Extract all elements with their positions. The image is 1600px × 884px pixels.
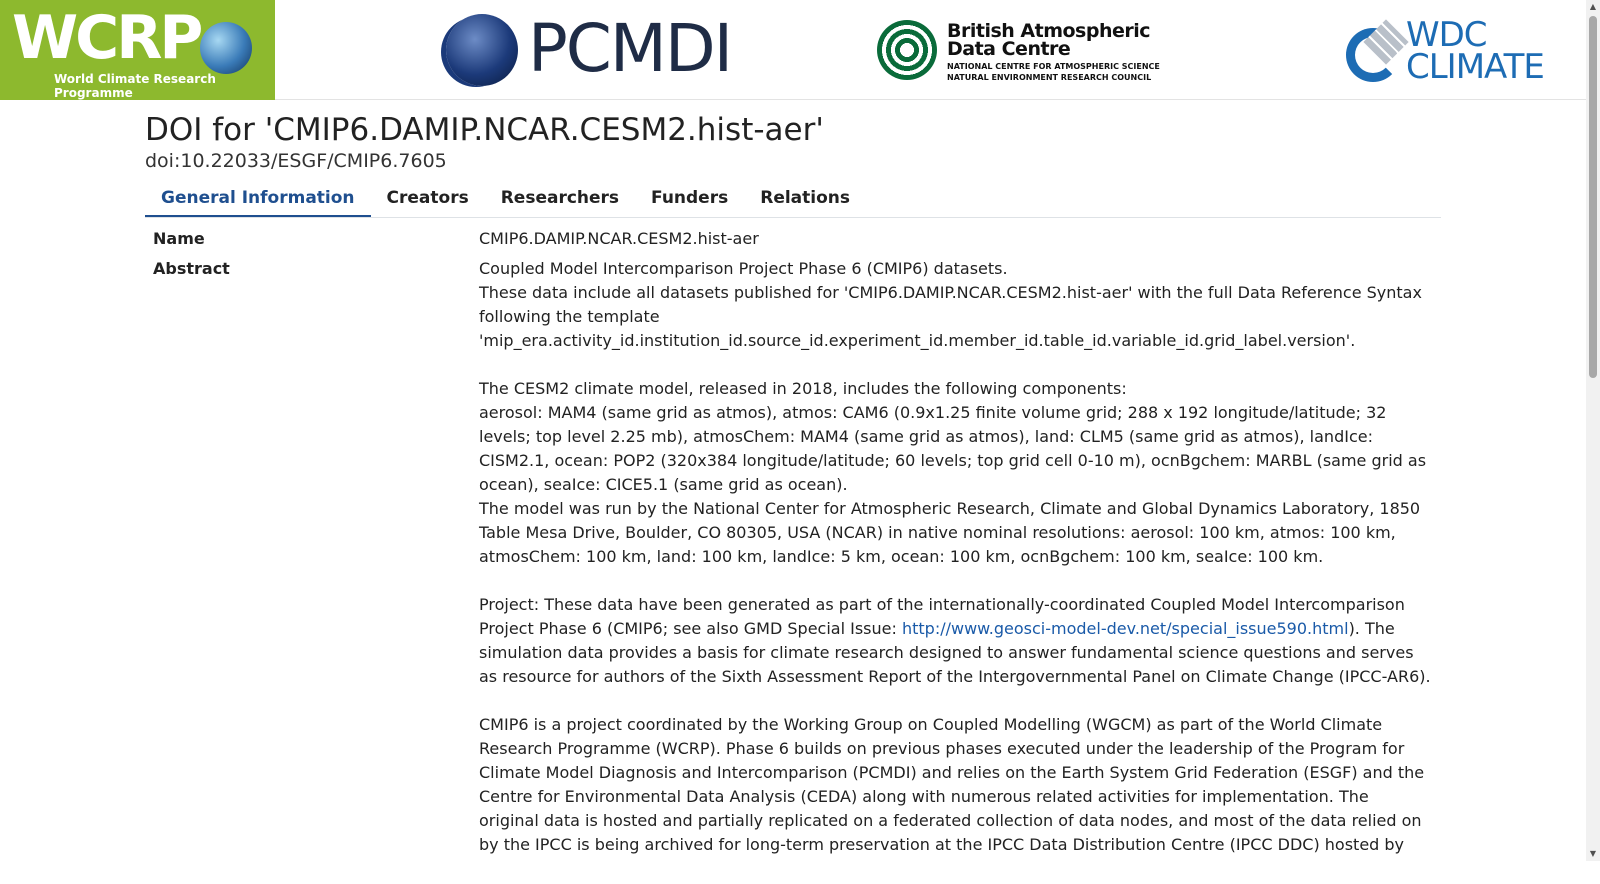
abstract-line: These data include all datasets published for 'CMIP6.DAMIP.NCAR.CESM2.hist-aer' with the full Data Reference Syntax following the template 'mip_era.activity_id.institution_id.source_id.experiment_id.member_id.table_id.variable_id.grid_label.version'. [479, 283, 1422, 351]
badc-logo-line3: NATIONAL CENTRE FOR ATMOSPHERIC SCIENCE [947, 62, 1160, 71]
abstract-line: aerosol: MAM4 (same grid as atmos), atmos: CAM6 (0.9x1.25 finite volume grid; 288 x 192 longitude/latitude; 32 levels; top level 2.25 mb), atmosChem: MAM4 (same grid as atmos), land: CLM5 (same grid as atmos), landIce: CISM2.1, ocean: POP2 (320x384 longitude/latitude; 60 levels; top grid cell 0-10 m), ocnBgchem: MARBL (same grid as ocean), seaIce: CICE5.1 (same grid as ocean). [479, 403, 1427, 495]
wcrp-logo-text: WCRP [12, 3, 201, 73]
badc-logo[interactable] [877, 16, 1167, 86]
abstract-line: Coupled Model Intercomparison Project Phase 6 (CMIP6) datasets. [479, 259, 1008, 279]
pcmdi-logo[interactable] [436, 6, 732, 96]
scroll-down-arrow-icon[interactable]: ▼ [1589, 849, 1597, 858]
tab-general-information[interactable]: General Information [145, 180, 371, 217]
globe-icon [446, 14, 518, 86]
logo-bar [0, 0, 1586, 100]
tab-funders[interactable]: Funders [651, 188, 729, 209]
page-title: DOI for 'CMIP6.DAMIP.NCAR.CESM2.hist-aer' [145, 112, 824, 148]
main-content [145, 112, 1441, 884]
tab-researchers[interactable]: Researchers [500, 188, 620, 209]
doi-identifier: doi:10.22033/ESGF/CMIP6.7605 [145, 150, 447, 173]
badc-logo-line4: NATURAL ENVIRONMENT RESEARCH COUNCIL [947, 73, 1152, 82]
abstract-label: Abstract [153, 259, 230, 279]
name-value: CMIP6.DAMIP.NCAR.CESM2.hist-aer [479, 229, 759, 249]
abstract-text: Project: These data have been generated as part of the internationally-coordinated Coupled Model Intercomparison Project Phase 6 (CMIP6; see also GMD Special Issue: [479, 595, 1405, 639]
wdc-logo-line1: WDC [1406, 15, 1487, 55]
table-row [145, 224, 1441, 254]
gmd-special-issue-link[interactable]: http://www.geosci-model-dev.net/special_issue590.html [901, 619, 1349, 639]
abstract-line: The model was run by the National Center for Atmospheric Research, Climate and Global Dynamics Laboratory, 1850 Table Mesa Drive, Boulder, CO 80305, USA (NCAR) in native nominal resolutions: aerosol: 100 km, atmos: 100 km, atmosChem: 100 km, land: 100 km, landIce: 5 km, ocean: 100 km, ocnBgchem: 100 km, seaIce: 100 km. [479, 499, 1421, 567]
wcrp-logo-subtitle: World Climate Research Programme [54, 72, 216, 100]
badc-logo-line1: British Atmospheric [947, 20, 1151, 42]
abstract-paragraph [479, 257, 1433, 353]
abstract-paragraph [479, 593, 1433, 689]
badc-ring-icon [877, 20, 937, 80]
pcmdi-logo-text: PCMDI [528, 10, 732, 87]
abstract-line: The CESM2 climate model, released in 2018, includes the following components: [479, 379, 1127, 399]
abstract-text: ). The simulation data provides a basis for climate research designed to answer fundamental science questions and serves as resource for authors of the Sixth Assessment Report of the Intergovernmental Panel on Climate Change (IPCC-AR6). [479, 619, 1431, 687]
abstract-value [471, 254, 1441, 884]
badc-logo-line2: Data Centre [947, 38, 1071, 60]
tab-bar [145, 180, 1441, 218]
tab-relations[interactable]: Relations [760, 188, 851, 209]
general-info-table [145, 224, 1441, 884]
vertical-scrollbar[interactable] [1586, 0, 1600, 861]
scroll-up-arrow-icon[interactable]: ▲ [1589, 2, 1597, 11]
name-label: Name [153, 229, 205, 249]
scrollbar-thumb[interactable] [1589, 16, 1597, 378]
abstract-paragraph [479, 377, 1433, 569]
wcrp-logo[interactable] [0, 0, 275, 100]
tab-creators[interactable]: Creators [386, 188, 469, 209]
wdc-logo-line2: CLIMATE [1406, 47, 1544, 87]
wdc-climate-logo[interactable] [1346, 15, 1556, 87]
abstract-paragraph: CMIP6 is a project coordinated by the Working Group on Coupled Modelling (WGCM) as part of the World Climate Research Programme (WCRP). Phase 6 builds on previous phases executed under the leadership of the Program for Climate Model Diagnosis and Intercomparison (PCMDI) and relies on the Earth System Grid Federation (ESGF) and the Centre for Environmental Data Analysis (CEDA) along with numerous related activities for implementation. The original data is hosted and partially replicated on a federated collection of data nodes, and most of the data relied on by the IPCC is being archived for long-term preservation at the IPCC Data Distribution Centre (IPCC DDC) hosted by [479, 715, 1425, 855]
table-row [145, 254, 1441, 884]
globe-icon [200, 22, 252, 74]
